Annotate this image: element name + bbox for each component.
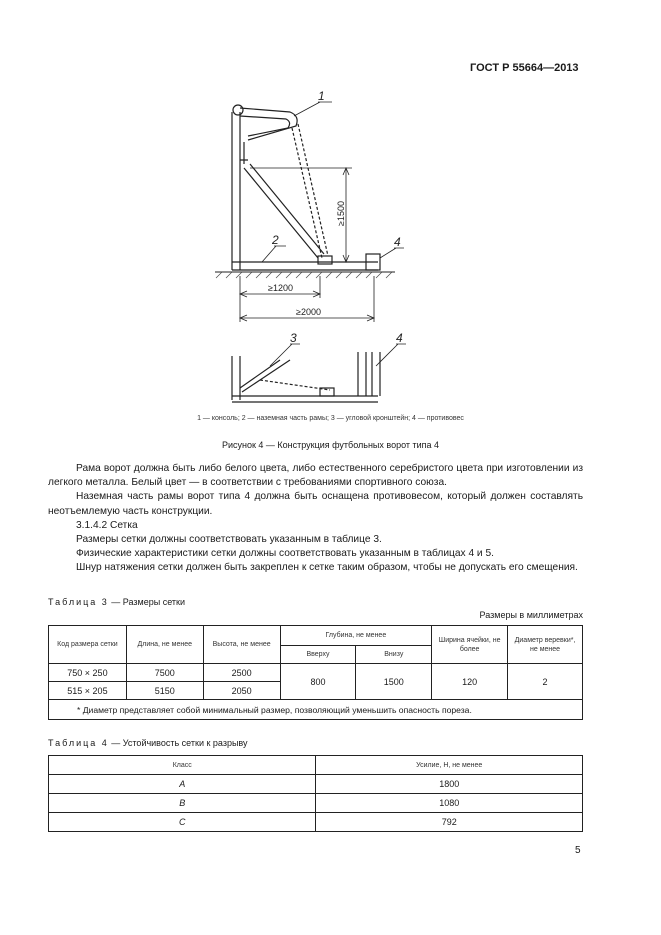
th-length: Длина, не менее <box>126 626 203 664</box>
goal-diagram <box>0 0 661 410</box>
table-row <box>49 813 583 832</box>
figure-caption: Рисунок 4 — Конструкция футбольных ворот типа 4 <box>221 440 440 450</box>
callout-4-top: 4 <box>394 235 401 249</box>
th-mesh: Ширина ячейки, не более <box>432 626 508 664</box>
table3-units: Размеры в миллиметрах <box>479 610 583 620</box>
cell-force: 1800 <box>316 775 583 794</box>
cell-force: 1080 <box>316 794 583 813</box>
goal-post <box>232 112 240 270</box>
ground-frame <box>232 262 378 270</box>
paragraph-color: Рама ворот должна быть либо белого цвета, либо естественного серебристого цвета при изготовлении из легкого металла. Белый цвет — в соответствии с требованиями спортивного союза. <box>48 463 583 489</box>
figure-legend: 1 — консоль; 2 — наземная часть рамы; 3 — угловой кронштейн; 4 — противовес <box>197 415 464 422</box>
table4-caption <box>48 738 248 748</box>
console-arm <box>240 108 297 140</box>
table-row <box>49 664 583 682</box>
callout-2: 2 <box>272 233 279 247</box>
th-depth-top: Вверху <box>280 646 356 664</box>
th-force: Усилие, Н, не менее <box>316 756 583 775</box>
net-tear-resistance-table <box>48 755 583 832</box>
cell-code: 515 × 205 <box>49 682 127 700</box>
paragraph-net-properties: Физические характеристики сетки должны соответствовать указанным в таблицах 4 и 5. <box>76 548 494 560</box>
th-code: Код размера сетки <box>49 626 127 664</box>
page-number: 5 <box>575 845 581 856</box>
cell-length: 7500 <box>126 664 203 682</box>
th-rope: Диаметр веревки*, не менее <box>508 626 583 664</box>
paragraph-counterweight: Наземная часть рамы ворот типа 4 должна быть оснащена противовесом, который должен составлять неотъемлемую часть конструкции. <box>48 491 583 517</box>
section-heading-net: 3.1.4.2 Сетка <box>76 519 138 531</box>
table4-title: — Устойчивость сетки к разрыву <box>108 738 248 748</box>
dim-short: ≥1200 <box>268 283 293 293</box>
callout-4-bottom: 4 <box>396 331 403 345</box>
net-dimensions-table <box>48 625 583 720</box>
table3-caption <box>48 597 185 607</box>
paragraph-net-rope: Шнур натяжения сетки должен быть закреплен к сетке таким образом, чтобы не допускать его смещения. <box>76 562 578 574</box>
th-height: Высота, не менее <box>203 626 280 664</box>
table-row <box>49 775 583 794</box>
table3-footnote: * Диаметр представляет собой минимальный размер, позволяющий уменьшить опасность пореза. <box>49 700 583 720</box>
cell-force: 792 <box>316 813 583 832</box>
callout-1: 1 <box>318 89 325 103</box>
th-depth-bottom: Внизу <box>356 646 432 664</box>
dim-height: ≥1500 <box>336 201 346 226</box>
cell-height: 2050 <box>203 682 280 700</box>
table3-title: — Размеры сетки <box>108 597 185 607</box>
angle-bracket <box>244 164 324 258</box>
cell-height: 2500 <box>203 664 280 682</box>
cell-class: B <box>49 794 316 813</box>
paragraph-net-sizes: Размеры сетки должны соответствовать указанным в таблице 3. <box>76 534 382 546</box>
table3-label: Таблица 3 <box>48 597 109 607</box>
standard-id: ГОСТ Р 55664—2013 <box>470 62 579 74</box>
cell-depth-top: 800 <box>280 664 356 700</box>
table-row <box>49 794 583 813</box>
cell-class: A <box>49 775 316 794</box>
th-depth: Глубина, не менее <box>280 626 432 646</box>
dim-long: ≥2000 <box>296 307 321 317</box>
cell-class: C <box>49 813 316 832</box>
cell-depth-bottom: 1500 <box>356 664 432 700</box>
cell-code: 750 × 250 <box>49 664 127 682</box>
body-text <box>48 462 583 576</box>
th-class: Класс <box>49 756 316 775</box>
cell-mesh: 120 <box>432 664 508 700</box>
cell-length: 5150 <box>126 682 203 700</box>
table4-label: Таблица 4 <box>48 738 109 748</box>
callout-3: 3 <box>290 331 297 345</box>
cell-rope: 2 <box>508 664 583 700</box>
